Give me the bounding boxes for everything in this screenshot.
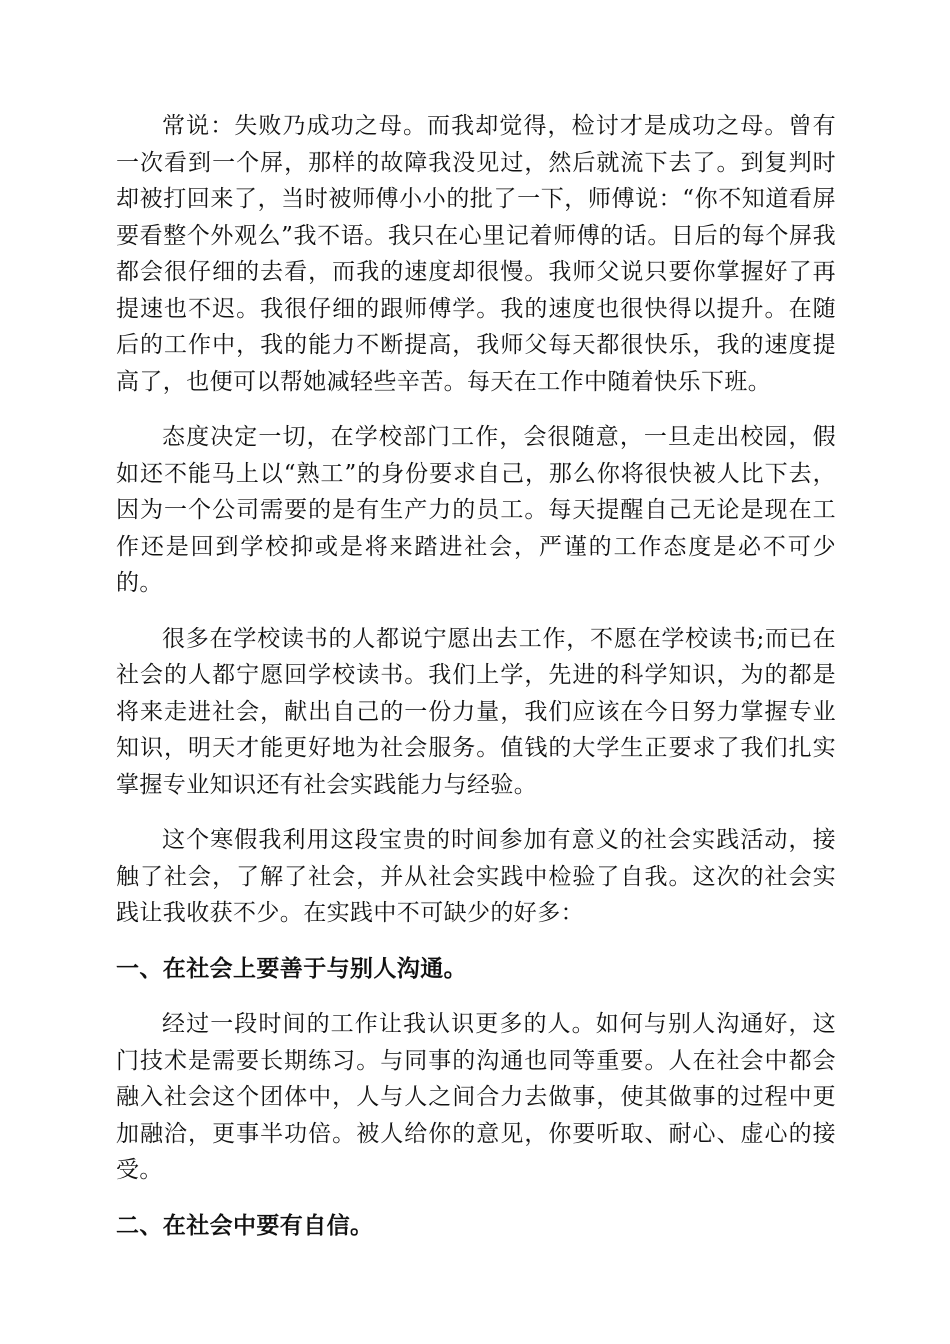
paragraph-2: 态度决定一切，在学校部门工作，会很随意，一旦走出校园，假如还不能马上以“熟工”的身份要求自己，那么你将很快被人比下去，因为一个公司需要的是有生产力的员工。每天提醒自己无论是现在工作还是回到学校抑或是将来踏进社会，严谨的工作态度是必不可少的。 xyxy=(116,424,836,596)
section-heading-1: 一、在社会上要善于与别人沟通。 xyxy=(116,955,467,982)
paragraph-gap xyxy=(116,987,836,1006)
paragraph-gap xyxy=(116,602,836,621)
section-heading-2: 二、在社会中要有自信。 xyxy=(116,1212,374,1239)
document-page xyxy=(116,108,836,1244)
paragraph-gap xyxy=(116,400,836,419)
paragraph-gap xyxy=(116,932,836,951)
paragraph-gap xyxy=(116,803,836,822)
paragraph-4: 这个寒假我利用这段宝贵的时间参加有意义的社会实践活动，接触了社会，了解了社会，并从社会实践中检验了自我。这次的社会实践让我收获不少。在实践中不可缺少的好多： xyxy=(116,827,836,926)
paragraph-5: 经过一段时间的工作让我认识更多的人。如何与别人沟通好，这门技术是需要长期练习。与同事的沟通也同等重要。人在社会中都会融入社会这个团体中，人与人之间合力去做事，使其做事的过程中更加融洽，更事半功倍。被人给你的意见，你要听取、耐心、虚心的接受。 xyxy=(116,1011,836,1183)
paragraph-3: 很多在学校读书的人都说宁愿出去工作，不愿在学校读书;而已在社会的人都宁愿回学校读书。我们上学，先进的科学知识，为的都是将来走进社会，献出自己的一份力量，我们应该在今日努力掌握专业知识，明天才能更好地为社会服务。值钱的大学生正要求了我们扎实掌握专业知识还有社会实践能力与经验。 xyxy=(116,625,836,798)
paragraph-1: 常说：失败乃成功之母。而我却觉得，检讨才是成功之母。曾有一次看到一个屏，那样的故障我没见过，然后就流下去了。到复判时却被打回来了，当时被师傅小小的批了一下，师傅说：“你不知道看屏要看整个外观么”我不语。我只在心里记着师傅的话。日后的每个屏我都会很仔细的去看，而我的速度却很慢。我师父说只要你掌握好了再提速也不迟。我很仔细的跟师傅学。我的速度也很快得以提升。在随后的工作中，我的能力不断提高，我师父每天都很快乐，我的速度提高了，也便可以帮她减轻些辛苦。每天在工作中随着快乐下班。 xyxy=(116,113,836,395)
paragraph-gap xyxy=(116,1189,836,1208)
